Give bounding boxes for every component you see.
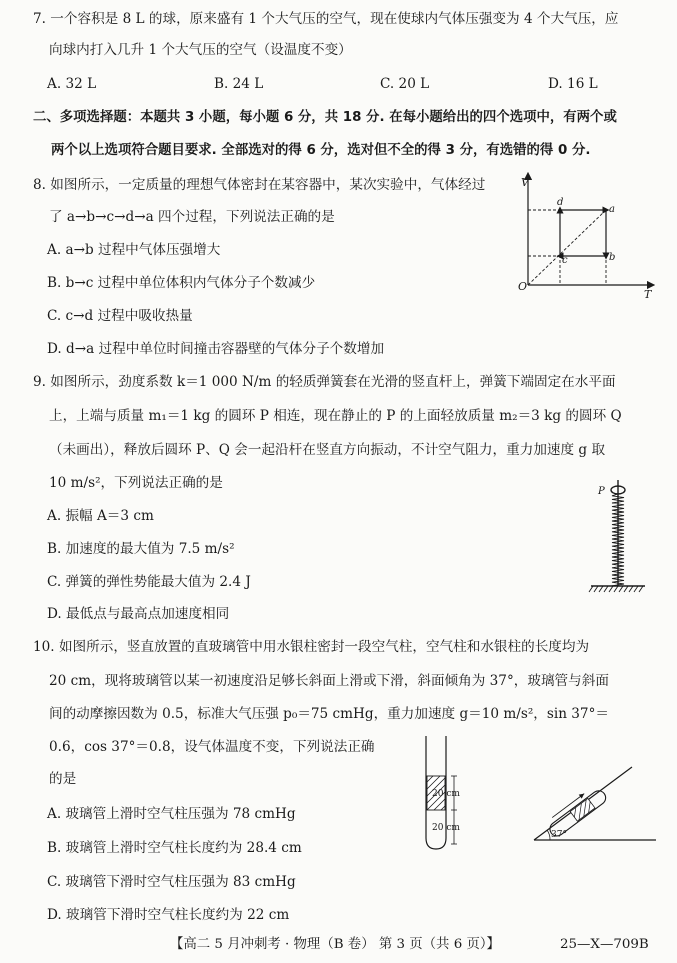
q10-mercury-length: 20 cm (432, 789, 460, 799)
q9-option-b: B. 加速度的最大值为 7.5 m/s² (47, 541, 235, 557)
q9-stem-line4: 10 m/s²，下列说法正确的是 (49, 475, 223, 491)
q8-stem-line1: 8. 如图所示，一定质量的理想气体密封在某容器中，某次实验中，气体经过 (33, 177, 486, 193)
q10-stem-line1: 10. 如图所示，竖直放置的直玻璃管中用水银柱密封一段空气柱，空气柱和水银柱的长度均为 (33, 639, 590, 655)
q7-option-c: C. 20 L (380, 76, 430, 92)
page-footer: 【高二 5 月冲刺考 · 物理（B 卷） 第 3 页（共 6 页）】 (170, 937, 500, 952)
q10-option-a: A. 玻璃管上滑时空气柱压强为 78 cmHg (47, 806, 296, 822)
q9-option-d: D. 最低点与最高点加速度相同 (47, 606, 230, 622)
q8-point-c: c (562, 255, 568, 266)
q8-vt-diagram (508, 170, 658, 305)
q8-stem-line2: 了 a→b→c→d→a 四个过程，下列说法正确的是 (49, 209, 335, 225)
q10-incline-figure (528, 765, 658, 847)
q9-stem-line2: 上，上端与质量 m₁＝1 kg 的圆环 P 相连，现在静止的 P 的上面轻放质量 m₂＝3 kg 的圆环 Q (49, 408, 622, 424)
q8-y-axis-label: V (521, 176, 529, 189)
q8-point-d: d (557, 197, 564, 208)
q9-stem-line1: 9. 如图所示，劲度系数 k＝1 000 N/m 的轻质弹簧套在光滑的竖直杆上，弹簧下端固定在水平面 (33, 374, 616, 390)
q8-option-a: A. a→b 过程中气体压强增大 (47, 242, 221, 258)
q10-air-length: 20 cm (432, 823, 460, 833)
q8-point-b: b (609, 252, 616, 263)
q8-option-d: D. d→a 过程中单位时间撞击容器壁的气体分子个数增加 (47, 341, 385, 357)
q10-stem-line2: 20 cm，现将玻璃管以某一初速度沿足够长斜面上滑或下滑，斜面倾角为 37°，玻璃管与斜面 (49, 673, 609, 689)
q7-stem-line2: 向球内打入几升 1 个大气压的空气（设温度不变） (49, 42, 352, 58)
q10-tube-figure (405, 732, 475, 854)
q8-origin-label: O (518, 280, 528, 293)
q9-option-a: A. 振幅 A＝3 cm (47, 508, 154, 524)
q8-option-c: C. c→d 过程中吸收热量 (47, 308, 193, 324)
q10-stem-line4: 0.6，cos 37°＝0.8，设气体温度不变，下列说法正确 (49, 739, 375, 755)
q8-point-a: a (609, 204, 615, 215)
q7-stem-line1: 7. 一个容积是 8 L 的球，原来盛有 1 个大气压的空气，现在使球内气体压强变为 4 个大气压，应 (33, 11, 619, 27)
q10-option-c: C. 玻璃管下滑时空气柱压强为 83 cmHg (47, 874, 296, 890)
section-heading-line2: 两个以上选项符合题目要求. 全部选对的得 6 分，选对但不全的得 3 分，有选错的得 0 分. (51, 143, 591, 158)
q10-stem-line3: 间的动摩擦因数为 0.5，标准大气压强 p₀＝75 cmHg，重力加速度 g＝10 m/s²，sin 37°＝ (49, 706, 609, 722)
q9-spring-figure (583, 474, 653, 599)
q8-option-b: B. b→c 过程中单位体积内气体分子个数减少 (47, 275, 316, 291)
q9-option-c: C. 弹簧的弹性势能最大值为 2.4 J (47, 574, 251, 590)
q7-option-b: B. 24 L (214, 76, 264, 92)
q7-option-d: D. 16 L (548, 76, 598, 92)
q10-angle-label: 37° (551, 830, 567, 840)
q7-option-a: A. 32 L (47, 76, 97, 92)
q10-option-d: D. 玻璃管下滑时空气柱长度约为 22 cm (47, 907, 290, 923)
q8-x-axis-label: T (644, 288, 652, 301)
section-heading-line1: 二、多项选择题：本题共 3 小题，每小题 6 分，共 18 分. 在每小题给出的四个选项中，有两个或 (33, 110, 617, 125)
q10-option-b: B. 玻璃管上滑时空气柱长度约为 28.4 cm (47, 840, 302, 856)
q10-stem-line5: 的是 (49, 771, 77, 787)
page-code: 25—X—709B (560, 937, 649, 952)
q9-stem-line3: （未画出），释放后圆环 P、Q 会一起沿杆在竖直方向振动，不计空气阻力，重力加速度 g 取 (49, 442, 606, 458)
q9-ring-label: P (598, 486, 605, 497)
